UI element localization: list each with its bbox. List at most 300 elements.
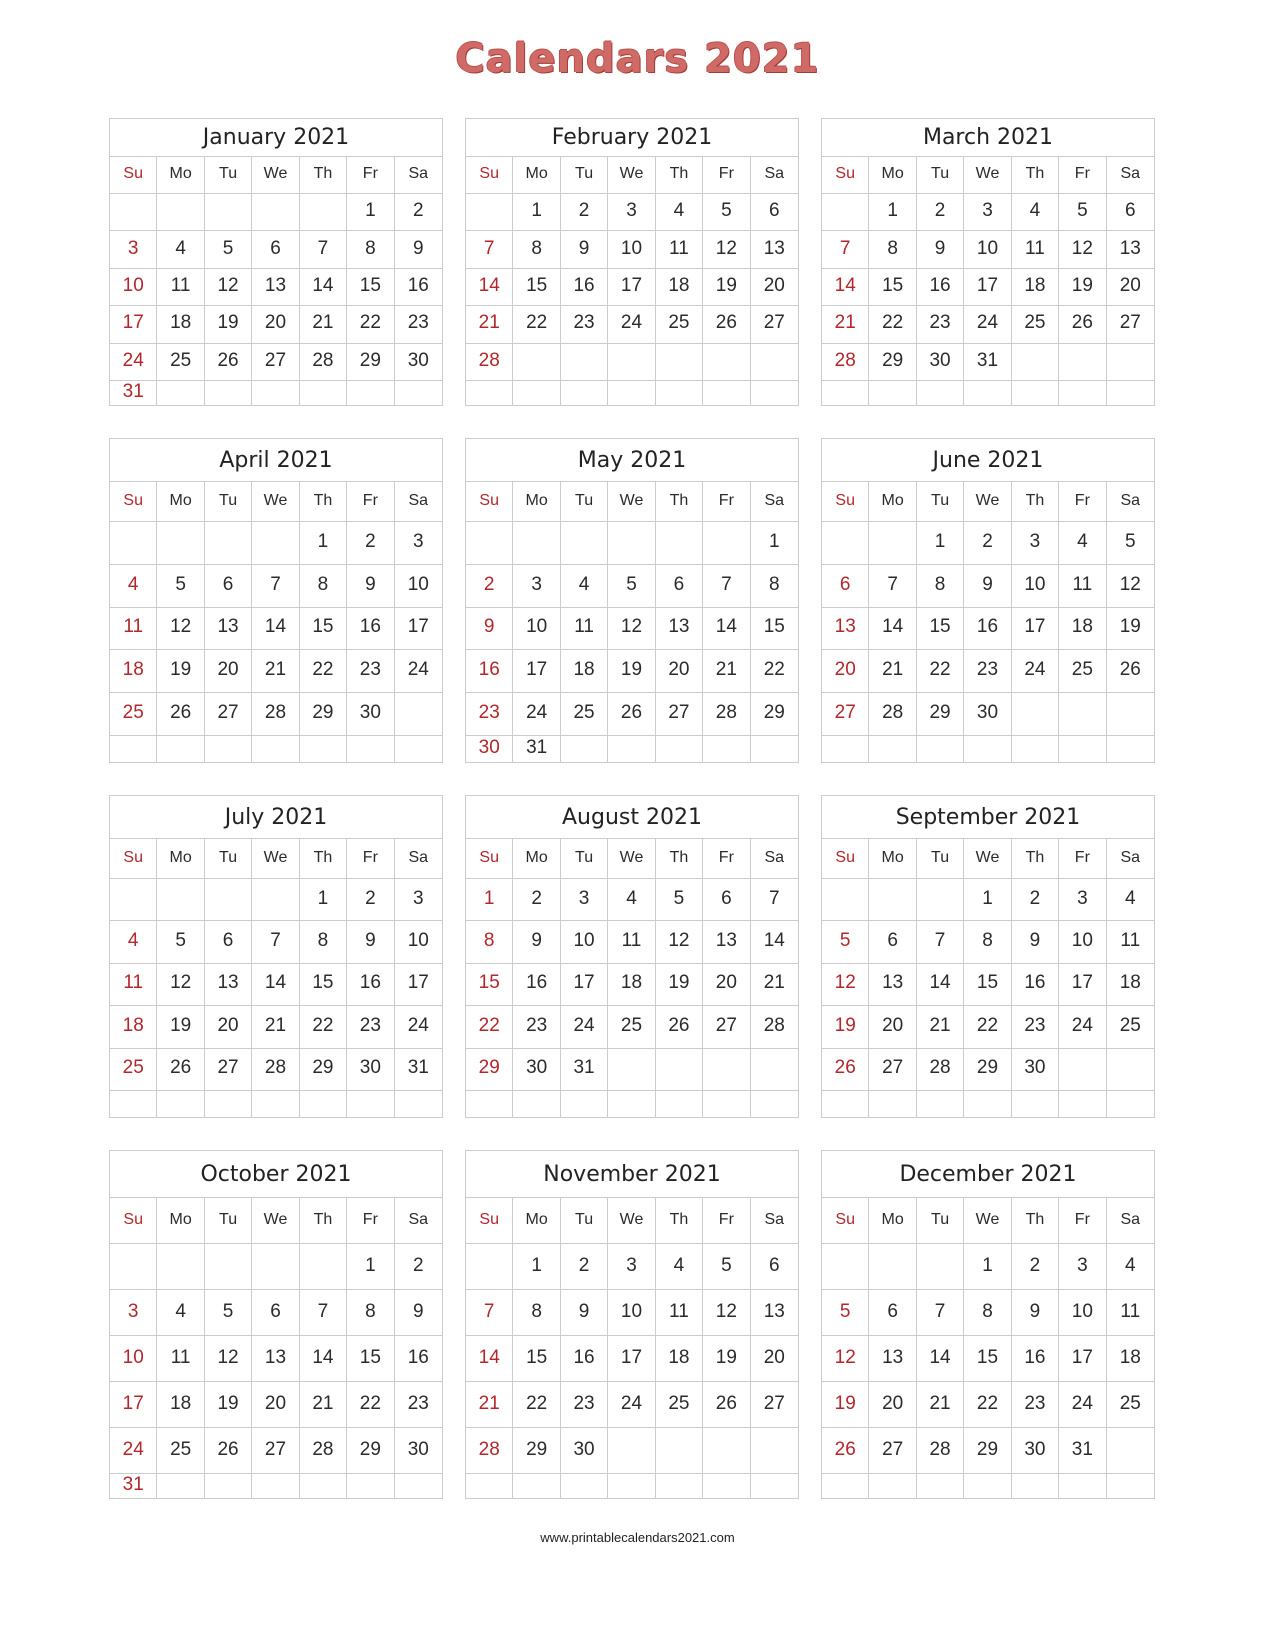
day-cell: 14 xyxy=(822,269,869,306)
day-cell: 8 xyxy=(513,1290,560,1336)
day-cell xyxy=(608,736,655,762)
day-cell: 11 xyxy=(157,269,204,306)
day-cell xyxy=(869,736,916,762)
weekday-header-su: Su xyxy=(110,1198,157,1244)
day-cell: 9 xyxy=(1012,1290,1059,1336)
day-cell: 29 xyxy=(513,1428,560,1474)
day-cell xyxy=(608,1091,655,1117)
day-cell: 27 xyxy=(1107,306,1154,343)
day-cell: 20 xyxy=(822,650,869,693)
day-cell xyxy=(1012,344,1059,381)
day-cell: 2 xyxy=(561,194,608,231)
day-cell: 2 xyxy=(964,522,1011,565)
day-cell: 28 xyxy=(822,344,869,381)
day-cell xyxy=(395,381,442,405)
day-cell: 10 xyxy=(395,565,442,608)
month-title: October 2021 xyxy=(110,1151,442,1198)
day-cell: 11 xyxy=(656,231,703,268)
day-cell: 13 xyxy=(252,1336,299,1382)
day-cell xyxy=(157,381,204,405)
day-cell: 19 xyxy=(608,650,655,693)
month-title: April 2021 xyxy=(110,439,442,482)
day-cell xyxy=(347,736,394,762)
day-cell: 11 xyxy=(561,608,608,651)
day-cell xyxy=(157,522,204,565)
day-cell: 15 xyxy=(300,608,347,651)
day-cell xyxy=(656,344,703,381)
day-cell: 7 xyxy=(917,921,964,963)
day-cell: 25 xyxy=(608,1006,655,1048)
day-cell: 9 xyxy=(1012,921,1059,963)
day-cell xyxy=(300,736,347,762)
day-cell xyxy=(395,736,442,762)
weekday-header-fr: Fr xyxy=(1059,157,1106,194)
day-cell: 15 xyxy=(466,964,513,1006)
day-cell: 27 xyxy=(252,344,299,381)
day-cell: 12 xyxy=(1059,231,1106,268)
day-cell: 12 xyxy=(205,1336,252,1382)
day-cell xyxy=(110,194,157,231)
day-cell: 2 xyxy=(395,1244,442,1290)
day-cell: 2 xyxy=(466,565,513,608)
day-cell: 21 xyxy=(703,650,750,693)
day-cell: 28 xyxy=(300,344,347,381)
day-cell xyxy=(157,194,204,231)
month-calendar-january xyxy=(109,118,443,406)
day-cell xyxy=(513,522,560,565)
day-cell xyxy=(252,1091,299,1117)
day-cell: 13 xyxy=(205,964,252,1006)
month-calendar-november xyxy=(465,1150,799,1499)
day-cell xyxy=(466,522,513,565)
day-cell: 1 xyxy=(347,194,394,231)
day-cell xyxy=(252,736,299,762)
day-cell: 17 xyxy=(964,269,1011,306)
day-cell: 7 xyxy=(822,231,869,268)
day-cell: 23 xyxy=(917,306,964,343)
day-cell: 8 xyxy=(964,921,1011,963)
day-cell: 16 xyxy=(395,1336,442,1382)
weekday-header-th: Th xyxy=(300,1198,347,1244)
day-cell: 11 xyxy=(608,921,655,963)
day-cell xyxy=(110,1244,157,1290)
weekday-header-su: Su xyxy=(466,157,513,194)
day-cell: 2 xyxy=(513,879,560,921)
day-cell xyxy=(608,381,655,405)
day-cell xyxy=(205,1091,252,1117)
day-cell: 3 xyxy=(1059,879,1106,921)
weekday-header-su: Su xyxy=(822,157,869,194)
day-cell: 29 xyxy=(964,1049,1011,1091)
month-calendar-may xyxy=(465,438,799,763)
day-cell: 12 xyxy=(608,608,655,651)
weekday-header-th: Th xyxy=(300,839,347,879)
day-cell xyxy=(751,381,798,405)
day-cell: 3 xyxy=(395,879,442,921)
day-cell: 17 xyxy=(395,608,442,651)
day-cell: 23 xyxy=(964,650,1011,693)
day-cell xyxy=(1107,381,1154,405)
day-cell: 2 xyxy=(561,1244,608,1290)
day-cell xyxy=(110,879,157,921)
day-cell: 1 xyxy=(869,194,916,231)
weekday-header-we: We xyxy=(252,157,299,194)
day-cell: 1 xyxy=(513,1244,560,1290)
month-calendar-october xyxy=(109,1150,443,1499)
day-cell xyxy=(703,1428,750,1474)
weekday-header-th: Th xyxy=(656,1198,703,1244)
day-cell: 21 xyxy=(300,1382,347,1428)
weekday-header-su: Su xyxy=(822,1198,869,1244)
day-cell: 21 xyxy=(252,1006,299,1048)
day-cell: 1 xyxy=(347,1244,394,1290)
day-cell: 25 xyxy=(656,1382,703,1428)
weekday-header-mo: Mo xyxy=(157,482,204,522)
day-cell xyxy=(656,522,703,565)
day-cell xyxy=(1059,1049,1106,1091)
day-cell xyxy=(1107,1091,1154,1117)
day-cell xyxy=(869,879,916,921)
day-cell: 19 xyxy=(205,1382,252,1428)
day-cell: 6 xyxy=(869,1290,916,1336)
weekday-header-tu: Tu xyxy=(561,1198,608,1244)
day-cell: 16 xyxy=(561,269,608,306)
day-cell xyxy=(1059,381,1106,405)
day-cell xyxy=(157,879,204,921)
day-cell xyxy=(395,693,442,736)
day-cell xyxy=(917,1091,964,1117)
day-cell xyxy=(703,381,750,405)
month-title: August 2021 xyxy=(466,796,798,839)
day-cell: 4 xyxy=(157,231,204,268)
weekday-header-mo: Mo xyxy=(869,839,916,879)
day-cell: 11 xyxy=(110,608,157,651)
day-cell: 4 xyxy=(1107,1244,1154,1290)
day-cell: 27 xyxy=(869,1428,916,1474)
day-cell xyxy=(513,381,560,405)
day-cell: 19 xyxy=(703,1336,750,1382)
day-cell: 25 xyxy=(157,344,204,381)
day-cell: 11 xyxy=(1107,921,1154,963)
day-cell: 9 xyxy=(395,1290,442,1336)
day-cell: 19 xyxy=(157,650,204,693)
day-cell xyxy=(252,522,299,565)
day-cell: 30 xyxy=(395,344,442,381)
weekday-header-mo: Mo xyxy=(157,839,204,879)
day-cell: 3 xyxy=(395,522,442,565)
day-cell: 8 xyxy=(513,231,560,268)
day-cell: 15 xyxy=(964,1336,1011,1382)
day-cell: 29 xyxy=(347,344,394,381)
day-cell xyxy=(347,1091,394,1117)
day-cell: 13 xyxy=(751,1290,798,1336)
months-grid xyxy=(109,118,1155,1499)
day-cell xyxy=(917,736,964,762)
weekday-header-sa: Sa xyxy=(751,157,798,194)
day-cell: 2 xyxy=(347,522,394,565)
day-cell: 3 xyxy=(608,1244,655,1290)
weekday-header-we: We xyxy=(252,839,299,879)
day-cell xyxy=(205,194,252,231)
day-cell: 21 xyxy=(822,306,869,343)
day-cell: 8 xyxy=(751,565,798,608)
day-cell xyxy=(869,1244,916,1290)
day-cell: 18 xyxy=(561,650,608,693)
day-cell xyxy=(110,522,157,565)
weekday-header-su: Su xyxy=(822,482,869,522)
day-cell: 4 xyxy=(1107,879,1154,921)
day-cell: 12 xyxy=(703,1290,750,1336)
weekday-header-tu: Tu xyxy=(917,839,964,879)
day-cell: 28 xyxy=(252,1049,299,1091)
day-cell xyxy=(751,1474,798,1498)
day-cell: 12 xyxy=(1107,565,1154,608)
weekday-header-mo: Mo xyxy=(157,1198,204,1244)
day-cell: 29 xyxy=(466,1049,513,1091)
day-cell: 30 xyxy=(964,693,1011,736)
day-cell xyxy=(205,879,252,921)
day-cell: 25 xyxy=(110,693,157,736)
day-cell: 8 xyxy=(917,565,964,608)
day-cell: 31 xyxy=(395,1049,442,1091)
day-cell: 10 xyxy=(608,231,655,268)
day-cell: 10 xyxy=(1059,921,1106,963)
day-cell: 10 xyxy=(110,269,157,306)
day-cell xyxy=(917,1244,964,1290)
day-cell: 26 xyxy=(608,693,655,736)
day-cell xyxy=(252,1244,299,1290)
day-cell: 5 xyxy=(157,565,204,608)
weekday-header-sa: Sa xyxy=(395,157,442,194)
day-cell xyxy=(751,344,798,381)
day-cell: 17 xyxy=(110,1382,157,1428)
month-title: September 2021 xyxy=(822,796,1154,839)
day-cell: 25 xyxy=(110,1049,157,1091)
day-cell xyxy=(608,522,655,565)
day-cell: 30 xyxy=(917,344,964,381)
day-cell: 12 xyxy=(157,608,204,651)
day-cell: 12 xyxy=(157,964,204,1006)
day-cell xyxy=(300,381,347,405)
day-cell xyxy=(300,1091,347,1117)
day-cell: 11 xyxy=(1059,565,1106,608)
day-cell: 9 xyxy=(561,1290,608,1336)
day-cell: 6 xyxy=(205,565,252,608)
day-cell xyxy=(466,194,513,231)
day-cell: 17 xyxy=(608,269,655,306)
day-cell xyxy=(157,1091,204,1117)
weekday-header-sa: Sa xyxy=(1107,839,1154,879)
day-cell: 10 xyxy=(110,1336,157,1382)
day-cell xyxy=(252,194,299,231)
day-cell: 10 xyxy=(1059,1290,1106,1336)
month-title: June 2021 xyxy=(822,439,1154,482)
day-cell: 27 xyxy=(205,1049,252,1091)
day-cell xyxy=(822,1244,869,1290)
day-cell: 21 xyxy=(917,1006,964,1048)
day-cell: 18 xyxy=(1107,964,1154,1006)
day-cell xyxy=(1059,736,1106,762)
day-cell: 26 xyxy=(1107,650,1154,693)
day-cell: 15 xyxy=(917,608,964,651)
day-cell: 24 xyxy=(110,1428,157,1474)
day-cell: 16 xyxy=(347,608,394,651)
day-cell xyxy=(347,381,394,405)
day-cell: 4 xyxy=(110,565,157,608)
weekday-header-fr: Fr xyxy=(703,482,750,522)
day-cell: 16 xyxy=(466,650,513,693)
weekday-header-we: We xyxy=(608,157,655,194)
day-cell: 22 xyxy=(513,1382,560,1428)
day-cell: 30 xyxy=(1012,1428,1059,1474)
day-cell xyxy=(561,381,608,405)
day-cell xyxy=(1012,1091,1059,1117)
day-cell: 6 xyxy=(252,231,299,268)
day-cell: 18 xyxy=(1012,269,1059,306)
day-cell: 18 xyxy=(656,269,703,306)
day-cell xyxy=(1012,381,1059,405)
day-cell xyxy=(1012,736,1059,762)
day-cell xyxy=(513,1091,560,1117)
weekday-header-su: Su xyxy=(822,839,869,879)
month-title: January 2021 xyxy=(110,119,442,157)
day-cell: 10 xyxy=(513,608,560,651)
day-cell: 27 xyxy=(252,1428,299,1474)
day-cell: 28 xyxy=(252,693,299,736)
day-cell xyxy=(1059,693,1106,736)
day-cell: 3 xyxy=(110,1290,157,1336)
day-cell: 23 xyxy=(1012,1006,1059,1048)
day-cell xyxy=(1107,1049,1154,1091)
day-cell: 6 xyxy=(656,565,703,608)
weekday-header-sa: Sa xyxy=(395,482,442,522)
day-cell xyxy=(608,1474,655,1498)
weekday-header-sa: Sa xyxy=(1107,157,1154,194)
weekday-header-su: Su xyxy=(110,839,157,879)
weekday-header-sa: Sa xyxy=(751,1198,798,1244)
day-cell: 14 xyxy=(751,921,798,963)
day-cell xyxy=(300,1244,347,1290)
day-cell: 9 xyxy=(466,608,513,651)
day-cell: 15 xyxy=(347,269,394,306)
day-cell: 30 xyxy=(513,1049,560,1091)
month-title: July 2021 xyxy=(110,796,442,839)
day-cell: 30 xyxy=(395,1428,442,1474)
day-cell: 14 xyxy=(917,1336,964,1382)
weekday-header-we: We xyxy=(608,1198,655,1244)
day-cell: 30 xyxy=(561,1428,608,1474)
day-cell: 1 xyxy=(751,522,798,565)
day-cell: 1 xyxy=(466,879,513,921)
day-cell: 29 xyxy=(869,344,916,381)
day-cell: 8 xyxy=(347,1290,394,1336)
day-cell: 2 xyxy=(917,194,964,231)
month-calendar-march xyxy=(821,118,1155,406)
day-cell: 11 xyxy=(1107,1290,1154,1336)
day-cell: 13 xyxy=(703,921,750,963)
day-cell: 30 xyxy=(466,736,513,762)
day-cell: 23 xyxy=(466,693,513,736)
day-cell: 18 xyxy=(110,650,157,693)
day-cell xyxy=(703,522,750,565)
day-cell: 19 xyxy=(822,1006,869,1048)
day-cell: 20 xyxy=(205,650,252,693)
day-cell xyxy=(964,381,1011,405)
day-cell: 16 xyxy=(964,608,1011,651)
day-cell: 23 xyxy=(561,306,608,343)
day-cell xyxy=(869,1091,916,1117)
day-cell: 20 xyxy=(703,964,750,1006)
day-cell: 22 xyxy=(347,306,394,343)
day-cell: 16 xyxy=(917,269,964,306)
day-cell: 14 xyxy=(917,964,964,1006)
day-cell: 19 xyxy=(1107,608,1154,651)
day-cell: 5 xyxy=(205,231,252,268)
day-cell: 7 xyxy=(300,1290,347,1336)
day-cell: 4 xyxy=(608,879,655,921)
day-cell: 28 xyxy=(300,1428,347,1474)
month-calendar-august xyxy=(465,795,799,1118)
day-cell: 22 xyxy=(964,1382,1011,1428)
day-cell: 9 xyxy=(347,565,394,608)
weekday-header-we: We xyxy=(608,839,655,879)
day-cell: 5 xyxy=(1107,522,1154,565)
day-cell: 22 xyxy=(466,1006,513,1048)
day-cell xyxy=(1107,1428,1154,1474)
day-cell: 1 xyxy=(964,1244,1011,1290)
day-cell xyxy=(703,1091,750,1117)
day-cell: 16 xyxy=(395,269,442,306)
day-cell xyxy=(561,1474,608,1498)
day-cell: 10 xyxy=(561,921,608,963)
day-cell: 21 xyxy=(252,650,299,693)
day-cell: 23 xyxy=(395,306,442,343)
day-cell: 4 xyxy=(656,194,703,231)
weekday-header-mo: Mo xyxy=(869,1198,916,1244)
day-cell: 21 xyxy=(869,650,916,693)
day-cell xyxy=(964,1091,1011,1117)
day-cell: 10 xyxy=(395,921,442,963)
day-cell: 2 xyxy=(1012,879,1059,921)
day-cell: 20 xyxy=(751,269,798,306)
day-cell xyxy=(917,381,964,405)
day-cell: 5 xyxy=(703,1244,750,1290)
day-cell: 23 xyxy=(347,650,394,693)
day-cell: 13 xyxy=(751,231,798,268)
weekday-header-sa: Sa xyxy=(1107,1198,1154,1244)
day-cell: 9 xyxy=(513,921,560,963)
day-cell xyxy=(656,1049,703,1091)
day-cell: 24 xyxy=(561,1006,608,1048)
day-cell xyxy=(205,522,252,565)
day-cell: 26 xyxy=(1059,306,1106,343)
weekday-header-we: We xyxy=(608,482,655,522)
day-cell: 26 xyxy=(703,1382,750,1428)
day-cell: 14 xyxy=(300,1336,347,1382)
day-cell: 2 xyxy=(347,879,394,921)
day-cell: 25 xyxy=(157,1428,204,1474)
weekday-header-th: Th xyxy=(1012,482,1059,522)
day-cell: 24 xyxy=(1059,1006,1106,1048)
day-cell: 21 xyxy=(917,1382,964,1428)
day-cell xyxy=(822,194,869,231)
day-cell: 27 xyxy=(751,306,798,343)
day-cell: 22 xyxy=(751,650,798,693)
day-cell: 23 xyxy=(561,1382,608,1428)
day-cell: 12 xyxy=(822,1336,869,1382)
day-cell: 16 xyxy=(513,964,560,1006)
day-cell: 4 xyxy=(110,921,157,963)
